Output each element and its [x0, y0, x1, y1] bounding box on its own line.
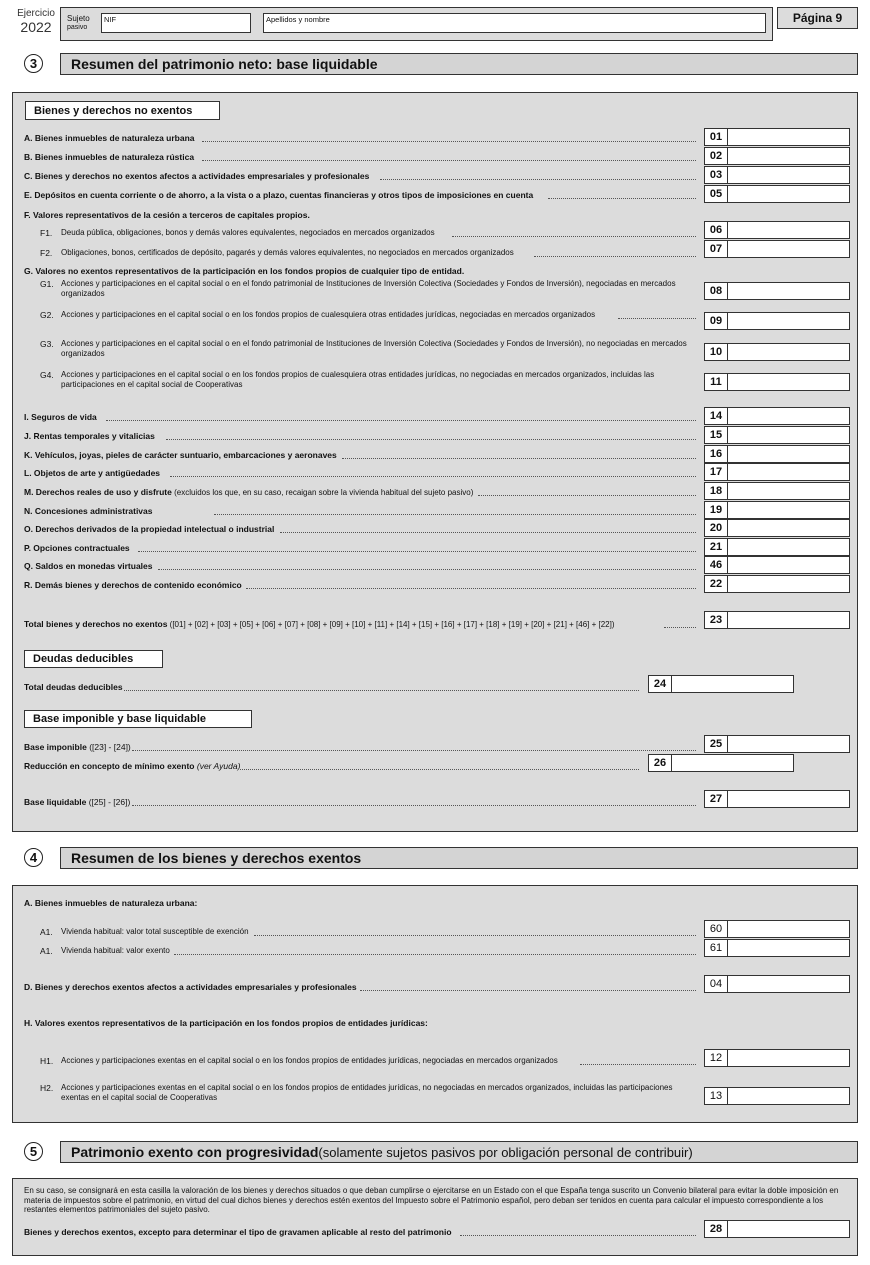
nif-field[interactable] [101, 13, 251, 33]
field-16[interactable] [704, 445, 850, 463]
row-label-03 [24, 171, 369, 181]
f2-num: F2. [40, 248, 53, 258]
total-leader [664, 627, 696, 628]
field-22[interactable] [704, 575, 850, 593]
field-25-input[interactable] [728, 736, 849, 752]
row-label-05 [24, 190, 533, 200]
field-27-input[interactable] [728, 791, 849, 807]
field-15-code: 15 [705, 427, 728, 443]
subhead-base: Base imponible y base liquidable [24, 710, 252, 728]
field-22-input[interactable] [728, 576, 849, 592]
s4-a2-num: A1. [40, 946, 53, 956]
row-leader-05 [548, 198, 696, 199]
row-title-14: I. Seguros de vida [24, 412, 97, 422]
field-26-input[interactable] [672, 755, 793, 771]
row-leader-16 [342, 458, 696, 459]
bi-leader [132, 750, 696, 751]
row-title-03: C. Bienes y derechos no exentos afectos a actividades empresariales y profesionales [24, 171, 370, 181]
field-19-code: 19 [705, 502, 728, 518]
s5-label: Bienes y derechos exentos, excepto para determinar el tipo de gravamen aplicable al resto del patrimonio [24, 1227, 452, 1237]
s4-d-leader [360, 990, 696, 991]
field-01-input[interactable] [728, 129, 849, 145]
field-28-code: 28 [705, 1221, 728, 1237]
field-12[interactable] [704, 1049, 850, 1067]
row-title-01: A. Bienes inmuebles de naturaleza urbana [24, 133, 195, 143]
s4-h1-leader [580, 1064, 696, 1065]
total-line [24, 619, 615, 629]
subhead-no-exentos: Bienes y derechos no exentos [25, 101, 220, 120]
s5-leader [460, 1235, 696, 1236]
field-11-input[interactable] [728, 374, 849, 390]
field-05-code: 05 [705, 186, 728, 202]
section-5-title [60, 1141, 858, 1163]
row-leader-01 [202, 141, 696, 142]
field-60[interactable] [704, 920, 850, 938]
field-02-input[interactable] [728, 148, 849, 164]
field-09[interactable] [704, 312, 850, 330]
row-title-20: O. Derechos derivados de la propiedad intelectual o industrial [24, 524, 275, 534]
field-20-input[interactable] [728, 520, 849, 536]
field-04[interactable] [704, 975, 850, 993]
row-leader-21 [138, 551, 696, 552]
field-14-code: 14 [705, 408, 728, 424]
field-13[interactable] [704, 1087, 850, 1105]
field-11-code: 11 [705, 374, 728, 390]
field-04-code: 04 [705, 976, 728, 992]
s4-d-label: D. Bienes y derechos exentos afectos a actividades empresariales y profesionales [24, 982, 357, 992]
page-number [777, 7, 858, 29]
field-09-code: 09 [705, 313, 728, 329]
field-13-code: 13 [705, 1088, 728, 1104]
section-4-title: Resumen de los bienes y derechos exentos [60, 847, 858, 869]
s4-h2-num: H2. [40, 1083, 54, 1093]
field-13-input[interactable] [728, 1088, 849, 1104]
field-22-code: 22 [705, 576, 728, 592]
field-02-code: 02 [705, 148, 728, 164]
field-18-input[interactable] [728, 483, 849, 499]
field-06[interactable] [704, 221, 850, 239]
field-24[interactable] [648, 675, 794, 693]
row-leader-22 [246, 588, 696, 589]
row-leader-15 [166, 439, 696, 440]
field-06-input[interactable] [728, 222, 849, 238]
field-08-input[interactable] [728, 283, 849, 299]
g2-text: Acciones y participaciones en el capital social o en los fondos propios de cualesquiera otras entidades jurídicas, negociadas en mercados organizados [61, 310, 596, 319]
field-61-code: 61 [705, 940, 728, 956]
total-label: Total bienes y derechos no exentos [24, 619, 168, 629]
field-12-input[interactable] [728, 1050, 849, 1066]
field-05[interactable] [704, 185, 850, 203]
row-label-01 [24, 133, 195, 143]
row-title-22: R. Demás bienes y derechos de contenido económico [24, 580, 242, 590]
g1-text: Acciones y participaciones en el capital social o en el fondo patrimonial de Instituciones de Inversión Colectiva (Sociedades y Fondos de Inversión), negociadas en mercados organizados [61, 279, 676, 298]
field-01[interactable] [704, 128, 850, 146]
field-10-code: 10 [705, 344, 728, 360]
bi-formula: ([23] - [24]) [86, 742, 131, 752]
field-46-input[interactable] [728, 557, 849, 573]
row-label-14 [24, 412, 97, 422]
field-07[interactable] [704, 240, 850, 258]
s4-a2-text: Vivienda habitual: valor exento [61, 946, 170, 955]
row-label-21 [24, 543, 130, 553]
s4-a1-leader [254, 935, 696, 936]
s4-a2-leader [174, 954, 696, 955]
row-leader-14 [106, 420, 696, 421]
field-25-code: 25 [705, 736, 728, 752]
row-title-21: P. Opciones contractuales [24, 543, 130, 553]
row-label-46 [24, 561, 153, 571]
deudas-label: Total deudas deducibles [24, 682, 123, 692]
row-label-15 [24, 431, 155, 441]
g3-text: Acciones y participaciones en el capital social o en el fondo patrimonial de Instituciones de Inversión Colectiva (Sociedades y Fondos de Inversión), no negociadas en mercados organizados [61, 339, 687, 358]
row-label-16 [24, 450, 337, 460]
field-14-input[interactable] [728, 408, 849, 424]
field-23-code: 23 [705, 612, 728, 628]
field-11[interactable] [704, 373, 850, 391]
red-note: (ver Ayuda) [194, 761, 241, 771]
field-12-code: 12 [705, 1050, 728, 1066]
field-24-input[interactable] [672, 676, 793, 692]
row-title-18: M. Derechos reales de uso y disfrute [24, 487, 172, 497]
g4-text: Acciones y participaciones en el capital social o en los fondos propios de cualesquiera otras entidades jurídicas, no negociadas en mercados organizados, incluidas las participaciones en el capital social de Cooperativas [61, 370, 655, 389]
field-25[interactable] [704, 735, 850, 753]
f-title: F. Valores representativos de la cesión a terceros de capitales propios. [24, 210, 310, 220]
field-01-code: 01 [705, 129, 728, 145]
bi-label: Base imponible [24, 742, 87, 752]
field-09-input[interactable] [728, 313, 849, 329]
row-title-05: E. Depósitos en cuenta corriente o de ahorro, a la vista o a plazo, cuentas financieras y otros tipos de imposiciones en cuenta [24, 190, 534, 200]
deudas-leader [124, 690, 639, 691]
field-61[interactable] [704, 939, 850, 957]
row-leader-19 [214, 514, 696, 515]
row-leader-46 [158, 569, 696, 570]
row-leader-03 [380, 179, 696, 180]
red-leader [240, 769, 639, 770]
field-05-input[interactable] [728, 186, 849, 202]
field-46-code: 46 [705, 557, 728, 573]
field-06-code: 06 [705, 222, 728, 238]
field-04-input[interactable] [728, 976, 849, 992]
field-03-code: 03 [705, 167, 728, 183]
ejercicio-label: Ejercicio [17, 8, 55, 19]
bl-line [24, 797, 130, 807]
field-20-code: 20 [705, 520, 728, 536]
g-title: G. Valores no exentos representativos de la participación en los fondos propios de cualquier tipo de entidad. [24, 266, 465, 276]
pasivo-label: pasivo [67, 24, 88, 31]
row-title-16: K. Vehículos, joyas, pieles de carácter suntuario, embarcaciones y aeronaves [24, 450, 337, 460]
bi-line [24, 742, 131, 752]
row-title-02: B. Bienes inmuebles de naturaleza rústica [24, 152, 195, 162]
bl-leader [132, 805, 696, 806]
field-16-code: 16 [705, 446, 728, 462]
g2-leader [618, 318, 696, 319]
field-23[interactable] [704, 611, 850, 629]
field-61-input[interactable] [728, 940, 849, 956]
field-07-code: 07 [705, 241, 728, 257]
row-leader-20 [280, 532, 696, 533]
field-18-code: 18 [705, 483, 728, 499]
section-5-title-main: Patrimonio exento con progresividad [71, 1144, 319, 1160]
field-28-input[interactable] [728, 1221, 849, 1237]
field-10[interactable] [704, 343, 850, 361]
f2-leader [534, 256, 696, 257]
field-23-input[interactable] [728, 612, 849, 628]
g2-num: G2. [40, 310, 54, 320]
row-label-22 [24, 580, 242, 590]
row-title-17: L. Objetos de arte y antigüedades [24, 468, 161, 478]
section-4-number: 4 [24, 848, 43, 867]
ejercicio-block [14, 8, 58, 35]
row-label-18 [24, 487, 473, 497]
subhead-deudas: Deudas deducibles [24, 650, 163, 668]
row-label-17 [24, 468, 160, 478]
sujeto-pasivo-box [60, 7, 773, 41]
field-27-code: 27 [705, 791, 728, 807]
field-60-input[interactable] [728, 921, 849, 937]
g4-num: G4. [40, 370, 54, 380]
total-formula: ([01] + [02] + [03] + [05] + [06] + [07] + [08] + [09] + [10] + [11] + [14] + [15] + [16] + [17] + [18] + [19] + [20] + [21] + [46] + [22]) [167, 620, 615, 629]
section-3-title: Resumen del patrimonio neto: base liquidable [60, 53, 858, 75]
row-label-20 [24, 524, 274, 534]
field-08[interactable] [704, 282, 850, 300]
field-07-input[interactable] [728, 241, 849, 257]
row-title-46: Q. Saldos en monedas virtuales [24, 561, 153, 571]
s4-h2-text: Acciones y participaciones exentas en el capital social o en los fondos propios de entidades jurídicas, no negociadas en mercados organizados, incluidas las participaciones exentas en el capital social de Cooperativas [61, 1083, 673, 1102]
field-19-input[interactable] [728, 502, 849, 518]
field-19[interactable] [704, 501, 850, 519]
f1-leader [452, 236, 696, 237]
row-leader-02 [202, 160, 696, 161]
s4-a1-text: Vivienda habitual: valor total susceptible de exención [61, 927, 249, 936]
row-label-19 [24, 506, 153, 516]
field-26[interactable] [648, 754, 794, 772]
field-28[interactable] [704, 1220, 850, 1238]
row-title-15: J. Rentas temporales y vitalicias [24, 431, 155, 441]
s4-h1-text: Acciones y participaciones exentas en el capital social o en los fondos propios de entidades jurídicas, negociadas en mercados organizados [61, 1056, 558, 1065]
field-17-code: 17 [705, 464, 728, 480]
field-15-input[interactable] [728, 427, 849, 443]
row-title-19: N. Concesiones administrativas [24, 506, 153, 516]
red-line [24, 761, 240, 771]
field-21-input[interactable] [728, 539, 849, 555]
field-02[interactable] [704, 147, 850, 165]
s4-h1-num: H1. [40, 1056, 54, 1066]
red-label: Reducción en concepto de mínimo exento [24, 761, 195, 771]
row-label-02 [24, 152, 194, 162]
f1-num: F1. [40, 228, 53, 238]
ejercicio-year: 2022 [20, 19, 52, 35]
bl-label: Base liquidable [24, 797, 87, 807]
s4-a-title: A. Bienes inmuebles de naturaleza urbana: [24, 898, 198, 908]
field-10-input[interactable] [728, 344, 849, 360]
field-26-code: 26 [649, 755, 672, 771]
field-17-input[interactable] [728, 464, 849, 480]
field-03-input[interactable] [728, 167, 849, 183]
g3-num: G3. [40, 339, 54, 349]
s5-text: En su caso, se consignará en esta casilla la valoración de los bienes y derechos situados o que deban cumplirse o ejercitarse en un Estado con el que España tenga suscrito un Convenio bilateral para evitar la doble imposición en materia de impuestos sobre el patrimonio, en virtud del cual dichos bienes y derechos estén exentos del Impuesto sobre el Patrimonio español, pero deban ser tenidos en cuenta para calcular el impuesto correspondiente a los restantes elementos patrimoniales del sujeto pasivo. [24, 1186, 839, 1214]
field-21[interactable] [704, 538, 850, 556]
g1-num: G1. [40, 279, 54, 289]
section-3-number: 3 [24, 54, 43, 73]
field-03[interactable] [704, 166, 850, 184]
f2-text: Obligaciones, bonos, certificados de depósito, pagarés y demás valores equivalentes, no negociados en mercados organizados [61, 248, 514, 257]
field-16-input[interactable] [728, 446, 849, 462]
row-note-18: (excluidos los que, en su caso, recaigan sobre la vivienda habitual del sujeto pasivo) [171, 488, 474, 497]
field-08-code: 08 [705, 283, 728, 299]
field-24-code: 24 [649, 676, 672, 692]
field-27[interactable] [704, 790, 850, 808]
field-17[interactable] [704, 463, 850, 481]
f1-text: Deuda pública, obligaciones, bonos y demás valores equivalentes, negociados en mercados organizados [61, 228, 435, 237]
field-21-code: 21 [705, 539, 728, 555]
bl-formula: ([25] - [26]) [86, 797, 131, 807]
s4-h-title: H. Valores exentos representativos de la participación en los fondos propios de entidades jurídicas: [24, 1018, 428, 1028]
page-label: Página 9 [792, 11, 843, 25]
field-60-code: 60 [705, 921, 728, 937]
s4-a1-num: A1. [40, 927, 53, 937]
sujeto-label: Sujeto [67, 14, 90, 23]
field-18[interactable] [704, 482, 850, 500]
field-46[interactable] [704, 556, 850, 574]
name-field[interactable] [263, 13, 766, 33]
name-label: Apellidos y nombre [266, 15, 330, 24]
nif-label: NIF [104, 15, 117, 24]
field-14[interactable] [704, 407, 850, 425]
field-15[interactable] [704, 426, 850, 444]
row-leader-18 [478, 495, 696, 496]
field-20[interactable] [704, 519, 850, 537]
section-5-number: 5 [24, 1142, 43, 1161]
section-5-title-note: (solamente sujetos pasivos por obligación personal de contribuir) [318, 1144, 693, 1160]
row-leader-17 [170, 476, 696, 477]
